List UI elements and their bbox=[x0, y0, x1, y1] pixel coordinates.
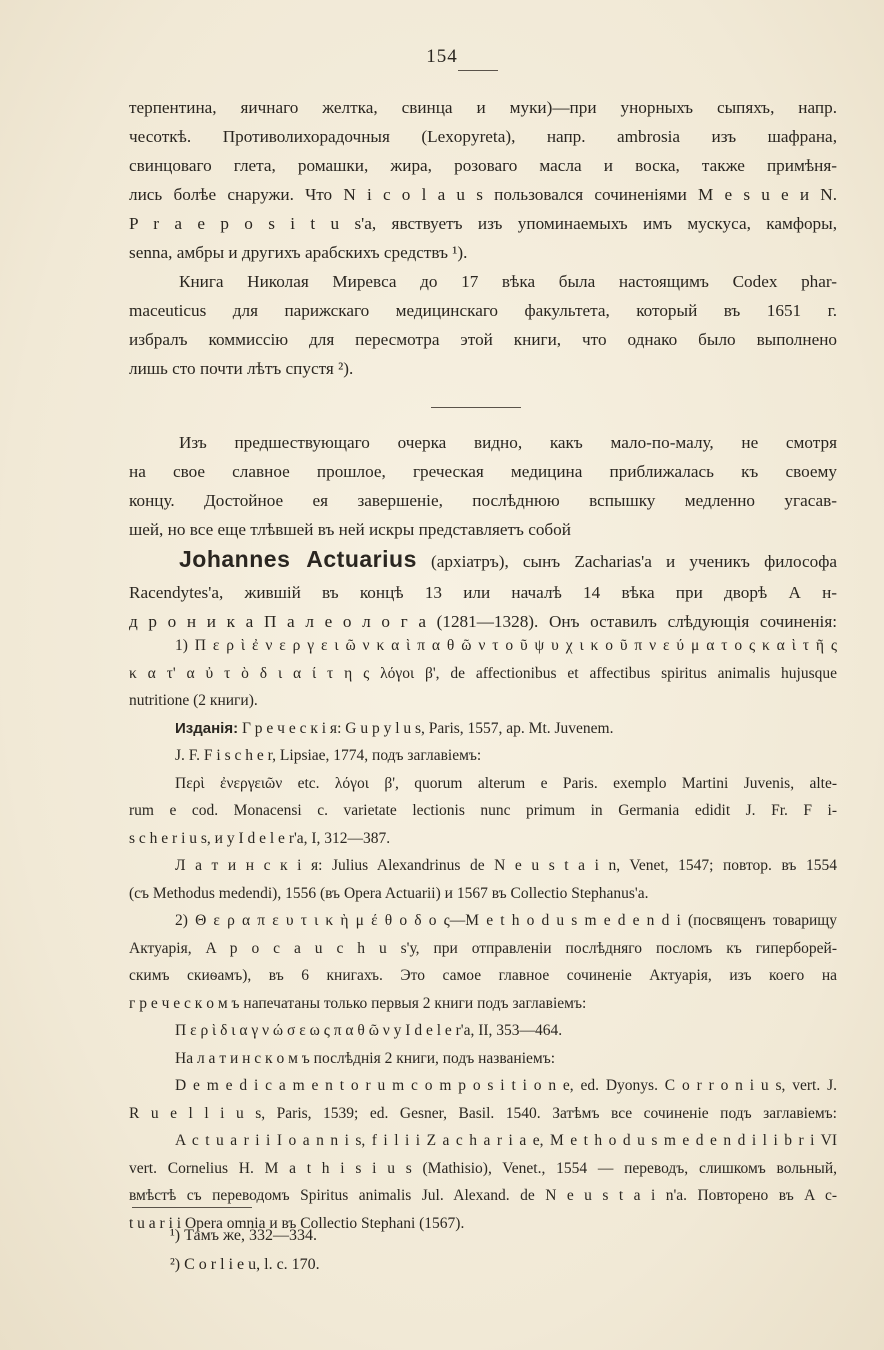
work-title-line: κ α τ' α ὐ τ ὸ δ ι α ί τ η ς λόγοι β', de affectionibus et affectibus spiritus animalis hujusque bbox=[129, 664, 837, 682]
text-line: шей, но все еще тлѣвшей въ ней искры представляетъ собой bbox=[129, 520, 571, 539]
text-line: г р е ч е с к о м ъ напечатаны только первыя 2 книги подъ заглавіемъ: bbox=[129, 994, 587, 1012]
work-title-line: 1) Π ε ρ ὶ ἐ ν ε ρ γ ε ι ῶ ν κ α ὶ π α θ ῶ ν τ ο ῦ ψ υ χ ι κ ο ῦ π ν ε ύ μ α τ ο ς κ α ὶ τ ῆ ς bbox=[175, 637, 837, 654]
works-list bbox=[129, 632, 837, 1237]
text-line: t u a r i i Opera omnia и въ Collectio Stephani (1567). bbox=[129, 1214, 465, 1232]
heading-line bbox=[129, 543, 837, 578]
text-line: свинцоваго глета, ромашки, жира, розоваго масла и воска, также примѣня- bbox=[129, 156, 837, 175]
footnote-rule bbox=[132, 1207, 252, 1208]
text-line: концу. Достойное ея завершеніе, послѣднюю вспышку медленно угасав- bbox=[129, 491, 837, 510]
text-line: на свое славное прошлое, греческая медицина приближалась къ своему bbox=[129, 462, 837, 481]
text-line: Περὶ ἐνεργειῶν etc. λόγοι β', quorum alterum e Paris. exemplo Martini Juvenis, alte- bbox=[175, 774, 837, 792]
text-line: лишь сто почти лѣтъ спустя ²). bbox=[129, 359, 354, 378]
text-line: senna, амбры и другихъ арабскихъ средствъ ¹). bbox=[129, 243, 468, 262]
footnote-2: ²) C o r l i e u, l. c. 170. bbox=[170, 1256, 320, 1273]
text-line: избралъ коммиссію для пересмотра этой книги, что однако было выполнено bbox=[129, 330, 837, 349]
editions-label: Изданія: bbox=[175, 719, 239, 737]
text-line: J. F. F i s c h e r, Lipsiae, 1774, подъ заглавіемъ: bbox=[175, 747, 482, 764]
paragraph-block-1 bbox=[129, 93, 837, 383]
text-line: скимъ скиѳамъ), въ 6 книгахъ. Это самое главное сочиненіе Актуарія, изъ коего на bbox=[129, 967, 837, 984]
text-line: R u e l l i u s, Paris, 1539; ed. Gesner, Basil. 1540. Затѣмъ все сочиненіе подъ заглавіемъ: bbox=[129, 1104, 837, 1122]
editions-line bbox=[129, 715, 837, 743]
author-name: Johannes Actuarius bbox=[179, 546, 417, 572]
text-line: Книга Николая Миревса до 17 вѣка была настоящимъ Codex phar- bbox=[179, 272, 837, 291]
paragraph-block-3 bbox=[129, 543, 837, 636]
text-line: s c h e r i u s, и у I d e l e r'a, I, 312—387. bbox=[129, 829, 391, 847]
text-line: A c t u a r i i I o a n n i s, f i l i i Z a c h a r i a e, M e t h o d u s m e d e n d i l i b r i VI bbox=[175, 1132, 837, 1149]
footnote-1: ¹) Тамъ же, 332—334. bbox=[170, 1227, 317, 1244]
text-line: На л а т и н с к о м ъ послѣднія 2 книги, подъ названіемъ: bbox=[175, 1049, 556, 1067]
text-line: Π ε ρ ὶ δ ι α γ ν ώ σ ε ω ς π α θ ῶ ν у I d e l e r'a, II, 353—464. bbox=[175, 1022, 563, 1039]
text-line: Л а т и н с к і я: Julius Alexandrinus de N e u s t a i n, Venet, 1547; повтор. въ 1554 bbox=[175, 857, 837, 874]
text-line: Актуарія, A p o c a u c h u s'у, при отправленіи послѣдняго посломъ къ гиперборей- bbox=[129, 939, 837, 957]
text-line: вмѣстѣ съ переводомъ Spiritus animalis Jul. Alexand. de N e u s t a i n'a. Повторено въ A c- bbox=[129, 1187, 837, 1204]
text-line: Изъ предшествующаго очерка видно, какъ мало-по-малу, не смотря bbox=[179, 433, 837, 452]
text-line: лись болѣе снаружи. Что N i c o l a u s пользовался сочиненіями M e s u e и N. bbox=[129, 185, 837, 204]
text-line: д р о н и к а П а л е о л о г а (1281—1328). Онъ оставилъ слѣдующія сочиненія: bbox=[129, 612, 837, 631]
heading-rest: (архіатръ), сынъ Zacharias'a и ученикъ философа bbox=[416, 552, 837, 571]
work-title-line: nutritione (2 книги). bbox=[129, 692, 258, 709]
paragraph-block-2 bbox=[129, 428, 837, 544]
text-line: терпентина, яичнаго желтка, свинца и муки)—при унорныхъ сыпяхъ, напр. bbox=[129, 98, 837, 117]
text-line: rum e cod. Monacensi c. varietate lectionis nunc primum in Germania edidit J. Fr. F i- bbox=[129, 802, 837, 819]
section-separator bbox=[431, 407, 521, 408]
text-line: P r a e p o s i t u s'a, явствуетъ изъ упоминаемыхъ имъ мускуса, камфоры, bbox=[129, 214, 837, 233]
text-line: 2) Θ ε ρ α π ε υ τ ι κ ὴ μ έ θ ο δ ο ς—M e t h o d u s m e d e n d i (посвященъ товарищу bbox=[175, 912, 837, 929]
text-line: maceuticus для парижскаго медицинскаго факультета, который въ 1651 г. bbox=[129, 301, 837, 320]
text-line: Racendytes'a, жившій въ концѣ 13 или началѣ 14 вѣка при дворѣ А н- bbox=[129, 583, 837, 602]
text-line: чесоткѣ. Противолихорадочныя (Lexopyreta), напр. ambrosia изъ шафрана, bbox=[129, 127, 837, 146]
text-line: (съ Methodus medendi), 1556 (въ Opera Actuarii) и 1567 въ Collectio Stephanus'a. bbox=[129, 884, 649, 902]
page-number: 154 bbox=[426, 46, 458, 67]
text-line: D e m e d i c a m e n t o r u m c o m p o s i t i o n e, ed. Dyonys. C o r r o n i u s, vert. J. bbox=[175, 1077, 837, 1094]
page-number-rule bbox=[458, 70, 498, 71]
editions-text: Г р е ч е с к і я: G u p y l u s, Paris, 1557, ap. Mt. Juvenem. bbox=[238, 719, 614, 737]
text-line: vert. Cornelius H. M a t h i s i u s (Mathisio), Venet., 1554 — переводъ, слишкомъ вольный, bbox=[129, 1159, 837, 1177]
